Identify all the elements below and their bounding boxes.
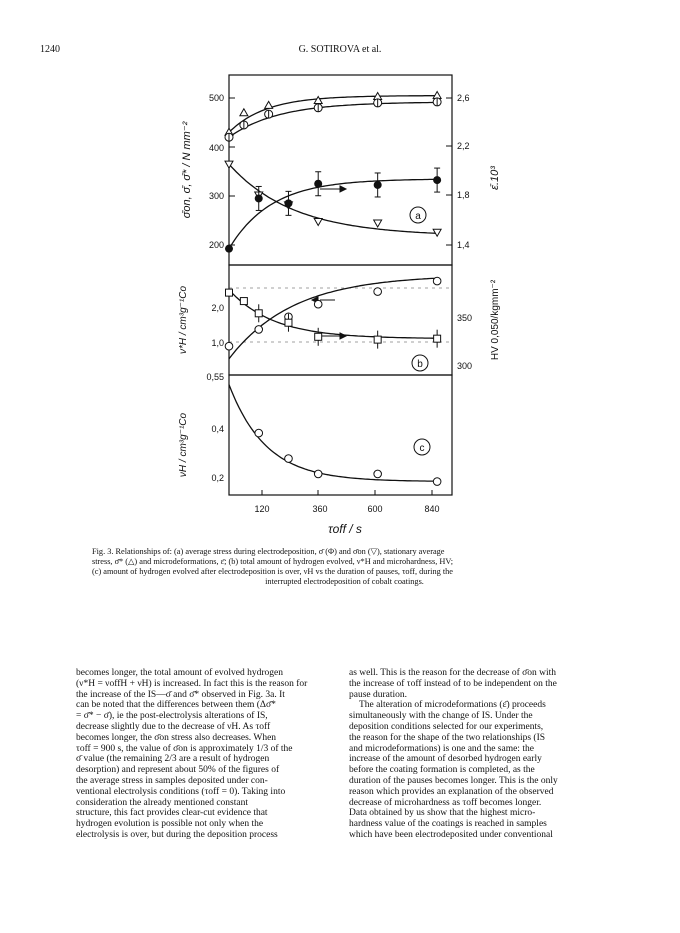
panel-mark-a-label: a (415, 211, 421, 222)
text-line: τoff = 900 s, the value of σ̄on is approximately 1/3 of the (76, 743, 293, 754)
tick-label: 600 (367, 504, 383, 514)
text-line: becomes longer, the total amount of evolved hydrogen (76, 668, 283, 678)
marker-open-square (374, 336, 381, 343)
caption-line: interrupted electrodeposition of cobalt coatings. (265, 577, 424, 586)
chart-marks (225, 92, 441, 486)
text-line: deposition conditions selected for our experiments, (349, 721, 544, 732)
marker-open-circle (255, 429, 263, 437)
tick-label: 1,4 (457, 240, 470, 250)
figure-caption (92, 547, 597, 587)
caption-line: Fig. 3. Relationships of: (a) average stress during electrodeposition, σ̄ (Φ) and σ̄on (▽), stationary average (92, 547, 445, 556)
direction-arrows (312, 186, 346, 339)
marker-open-circle (225, 342, 233, 350)
marker-open-square (434, 335, 441, 342)
marker-triangle-down (314, 218, 322, 225)
text-line: hydrogen evolution is possible not only when the (76, 819, 264, 830)
panel-mark-b-label: b (417, 359, 423, 370)
running-header: G. SOTIROVA et al. (298, 44, 382, 55)
marker-open-circle (314, 300, 322, 308)
marker-open-circle (255, 326, 263, 334)
tick-label: 2,0 (211, 303, 224, 313)
marker-open-circle (433, 277, 441, 285)
marker-open-circle (285, 455, 293, 463)
text-line: ventional electrolysis conditions (τoff = 0). Taking into (76, 786, 286, 797)
text-line: simultaneously with the change of IS. Under the (349, 711, 533, 722)
marker-open-square (285, 319, 292, 326)
panel-mark-c (414, 439, 430, 455)
panel-mark-c-label: c (419, 443, 425, 454)
panel-c-left-label: νH / cm³g⁻¹Co (178, 412, 189, 478)
text-line: electrolysis is over, but during the deposition process (76, 829, 278, 840)
tick-label: 2,2 (457, 141, 470, 151)
series-line-sigma-star (229, 96, 437, 133)
text-line: duration of the pauses becomes longer. This is the only (349, 775, 558, 786)
text-line: decrease slightly due to the decrease of νH. As τoff (76, 721, 271, 732)
text-line: Data obtained by us show that the highest micro- (349, 808, 536, 819)
tick-label: 1,0 (211, 338, 224, 348)
marker-open-circle (374, 288, 382, 296)
text-line: hardness value of the coatings is reached in samples (349, 819, 547, 830)
text-line: desorption) and represent about 50% of the figures of (76, 765, 280, 776)
panel-c-left-ticks (211, 424, 224, 483)
tick-label: 0,55 (206, 372, 224, 382)
text-line: the reason for the shape of the two relationships (IS (349, 732, 546, 743)
x-ticks (254, 504, 439, 514)
panel-b-right-label: HV 0,050/kgmm⁻² (490, 279, 501, 361)
x-tickmarks (262, 490, 432, 495)
text-line: reason which provides an explanation of the observed (349, 786, 554, 797)
text-line: can be noted that the differences between them (Δσ̄* (76, 700, 276, 711)
marker-filled-circle (255, 194, 263, 202)
panel-a-right-ticks (457, 93, 470, 250)
panel-a-left-ticks (209, 93, 224, 250)
marker-open-circle (314, 470, 322, 478)
text-line: the increase of τoff instead of to be independent on the (349, 678, 557, 689)
panel-b-left-label: ν*H / cm³g⁻¹Co (178, 285, 189, 355)
series-line-nu-h-star (229, 278, 437, 359)
panel-b-left-ticks (206, 303, 224, 382)
tick-label: 0,4 (211, 424, 224, 434)
text-line: decrease of microhardness as τoff becomes longer. (349, 797, 542, 808)
page-number: 1240 (40, 44, 60, 55)
tick-label: 1,8 (457, 190, 470, 200)
text-line: = σ̄* − σ̄), ie the post-electrolysis alterations of IS, (76, 711, 268, 722)
marker-triangle-down (374, 220, 382, 227)
panel-b-right-ticks (457, 313, 472, 371)
text-line: the increase of the IS—σ̄ and σ̄* observed in Fig. 3a. It (76, 689, 285, 700)
text-line: before the coating formation is completed, as the (349, 765, 535, 776)
series-line-sigma (229, 102, 437, 137)
panel-mark-a (410, 207, 426, 223)
caption-line: (c) amount of hydrogen evolved after electrodeposition is over, νH vs the duration of pauses, τoff, during the (92, 567, 453, 576)
marker-filled-circle (433, 176, 441, 184)
marker-triangle-up (314, 96, 322, 103)
series-line-epsilon (229, 179, 437, 248)
marker-open-square (255, 310, 262, 317)
panel-mark-b (412, 355, 428, 371)
text-line: as well. This is the reason for the decrease of σ̄on with (349, 668, 557, 678)
panel-a-frame (229, 75, 452, 265)
marker-open-circle (433, 478, 441, 486)
marker-open-square (240, 298, 247, 305)
marker-open-square (226, 289, 233, 296)
text-line: pause duration. (349, 689, 408, 700)
panel-a-left-label: σ̄on, σ̄, σ̄* / N mm⁻² (181, 121, 193, 219)
marker-open-circle (374, 470, 382, 478)
text-line: σ̄ value (the remaining 2/3 are a result of hydrogen (76, 754, 270, 765)
marker-filled-circle (374, 181, 382, 189)
text-line: (ν*H = νoffH + νH) is increased. In fact this is the reason for (76, 678, 308, 689)
text-line: becomes longer, the σ̄on stress also decreases. When (76, 732, 277, 743)
tick-label: 350 (457, 313, 473, 323)
body-column-left (76, 668, 342, 841)
tick-label: 200 (208, 240, 224, 250)
tick-label: 300 (208, 191, 224, 201)
marker-filled-circle (314, 180, 322, 188)
marker-filled-circle (284, 199, 292, 207)
marker-triangle-up (265, 101, 273, 108)
tick-label: 120 (254, 504, 270, 514)
panel-a-right-label: ε̄.10³ (489, 166, 501, 190)
marker-open-square (315, 333, 322, 340)
tick-label: 840 (424, 504, 440, 514)
text-line: which have been electrodeposited under conventional (349, 829, 553, 840)
tick-label: 300 (457, 361, 473, 371)
tick-label: 0,2 (211, 473, 224, 483)
x-axis-label: τoff / s (328, 522, 362, 536)
text-line: the average stress in samples deposited under con- (76, 775, 268, 786)
body-column-right (349, 668, 615, 841)
marker-filled-circle (225, 245, 233, 253)
text-line: and microdeformations) is one and the same: the (349, 743, 534, 754)
tick-label: 400 (208, 143, 224, 153)
marker-triangle-up (240, 109, 248, 116)
text-line: structure, this fact provides clear-cut evidence that (76, 808, 268, 819)
caption-line: stress, σ̄* (△) and microdeformations, ε̄; (b) total amount of hydrogen evolved, ν*H and microhardness, HV; (92, 557, 454, 566)
text-line: increase of the amount of desorbed hydrogen early (349, 754, 542, 765)
tick-label: 500 (208, 93, 224, 103)
tick-label: 360 (312, 504, 328, 514)
text-line: The alteration of microdeformations (ε̄) proceeds (359, 700, 546, 711)
text-line: consideration the already mentioned constant (76, 797, 248, 808)
tick-label: 2,6 (457, 93, 470, 103)
